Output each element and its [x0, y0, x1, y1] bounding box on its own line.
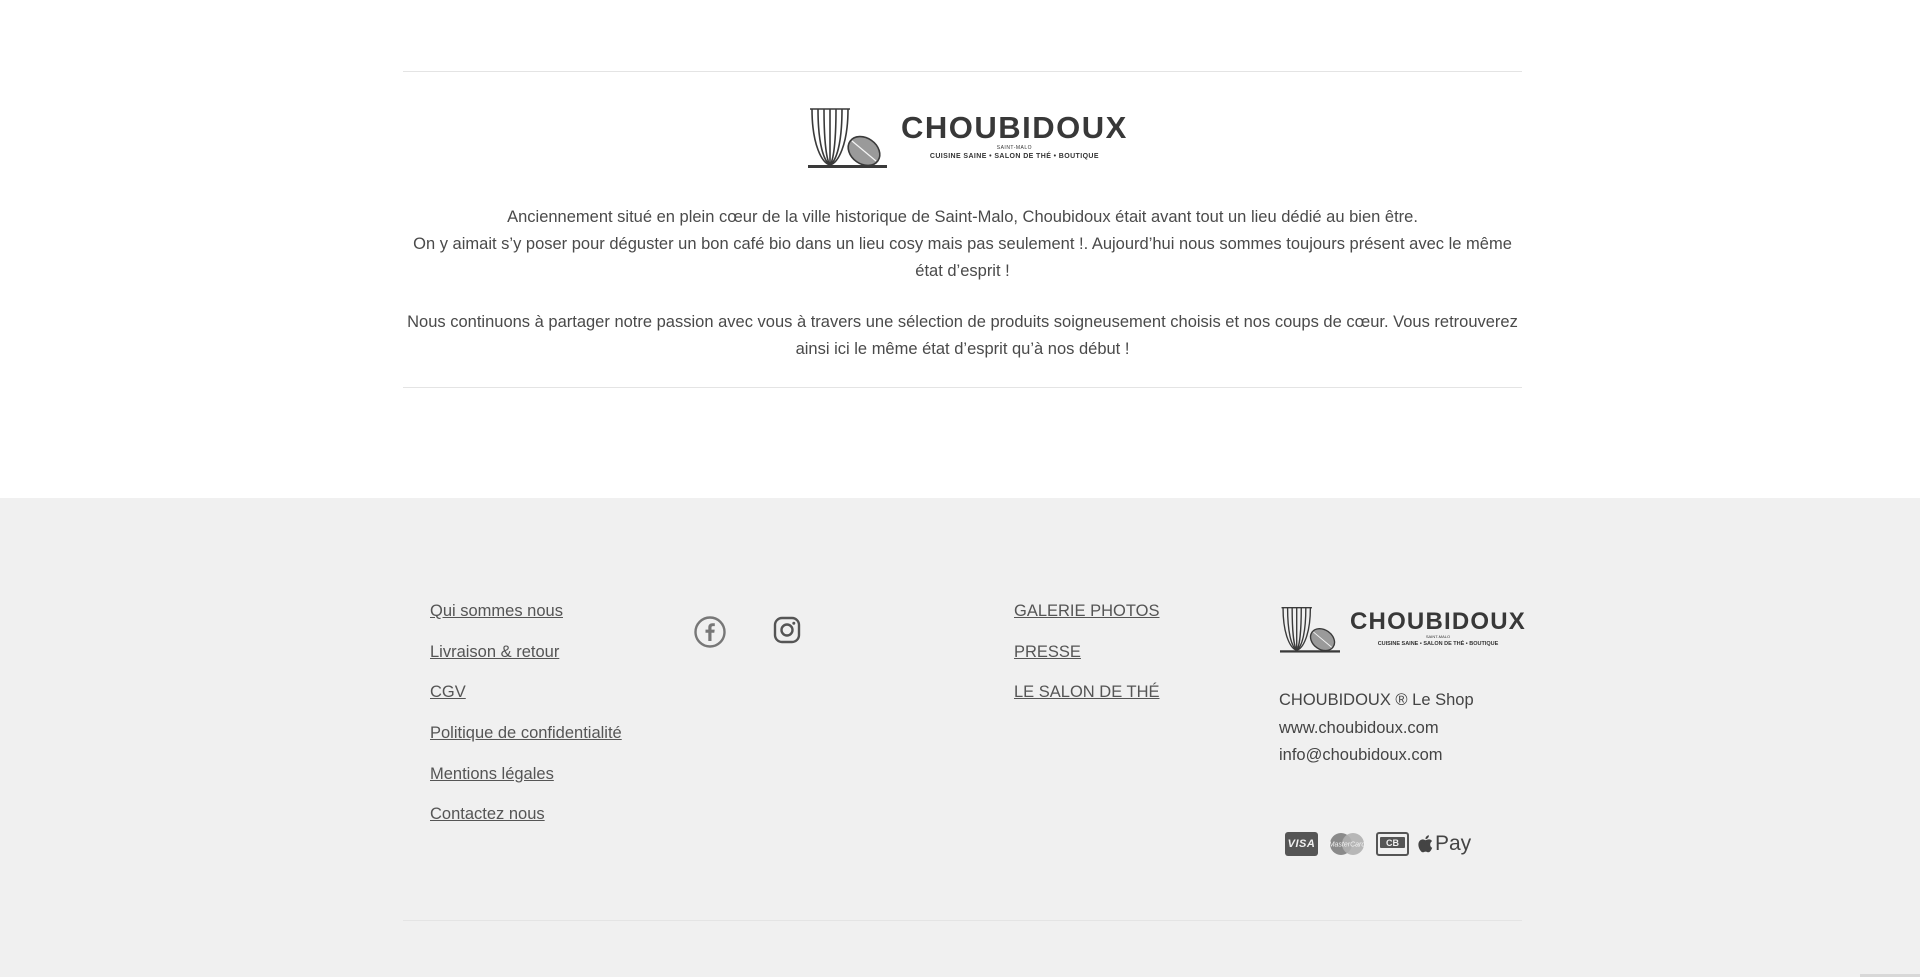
link-presse[interactable]: PRESSE	[1014, 642, 1081, 661]
footer-brand-tagline: CUISINE SAINE • SALON DE THÉ • BOUTIQUE	[1377, 641, 1499, 647]
apple-pay-icon	[1417, 832, 1471, 856]
contact-info	[1279, 687, 1474, 770]
link-galerie-photos[interactable]: GALERIE PHOTOS	[1014, 602, 1160, 620]
logo-glass-icon	[808, 105, 887, 169]
about-paragraph-1: Anciennement situé en plein cœur de la ville historique de Saint-Malo, Choubidoux était avant tout un lieu dédié au bien être. On y aimait s’y poser pour déguster un bon café bio dans un lieu cosy mais pas seulement !. Aujourd’hui nous sommes toujours présent avec le même état d’esprit !	[413, 208, 1512, 280]
footer-brand-name: CHOUBIDOUX	[1350, 608, 1527, 635]
footer	[0, 498, 1920, 977]
footer-links-left	[430, 601, 622, 845]
brand-name: CHOUBIDOUX	[901, 110, 1128, 145]
facebook-link[interactable]	[694, 616, 726, 648]
link-contactez-nous[interactable]: Contactez nous	[430, 805, 545, 824]
link-mentions-legales[interactable]: Mentions légales	[430, 764, 554, 783]
link-politique-confidentialite[interactable]: Politique de confidentialité	[430, 724, 622, 743]
website-text: www.choubidoux.com	[1279, 718, 1439, 737]
footer-divider	[403, 920, 1522, 921]
link-livraison-retour[interactable]: Livraison & retour	[430, 642, 560, 661]
footer-brand-logo	[1280, 604, 1526, 654]
brand-location: SAINT-MALO	[996, 145, 1033, 151]
about-section	[403, 71, 1522, 388]
svg-text:MasterCard: MasterCard	[1328, 841, 1366, 849]
apple-pay-label: Pay	[1435, 832, 1472, 855]
company-name: CHOUBIDOUX ® Le Shop	[1279, 691, 1474, 709]
instagram-link[interactable]	[773, 616, 801, 644]
about-paragraph-2: Nous continuons à partager notre passion avec vous à travers une sélection de produits soigneusement choisis et nos coups de cœur. Vous retrouverez ainsi ici le même état d’esprit qu’à nos début !	[407, 313, 1518, 358]
link-cgv[interactable]: CGV	[430, 683, 466, 702]
link-qui-sommes-nous[interactable]: Qui sommes nous	[430, 602, 563, 620]
facebook-icon	[694, 616, 726, 648]
brand-tagline: CUISINE SAINE • SALON DE THÉ • BOUTIQUE	[929, 153, 1099, 160]
footer-brand-location: SAINT-MALO	[1425, 634, 1451, 639]
instagram-icon	[773, 616, 801, 644]
mastercard-icon	[1326, 832, 1368, 856]
brand-logo	[808, 105, 1128, 169]
svg-text:CB: CB	[1386, 838, 1399, 848]
logo-glass-icon	[1280, 604, 1340, 654]
email-text: info@choubidoux.com	[1279, 746, 1443, 764]
footer-links-mid	[1014, 601, 1160, 723]
link-salon-de-the[interactable]: LE SALON DE THÉ	[1014, 683, 1160, 702]
payment-methods	[1285, 832, 1471, 856]
cb-card-icon	[1376, 832, 1409, 856]
visa-icon: VISA	[1285, 832, 1318, 856]
